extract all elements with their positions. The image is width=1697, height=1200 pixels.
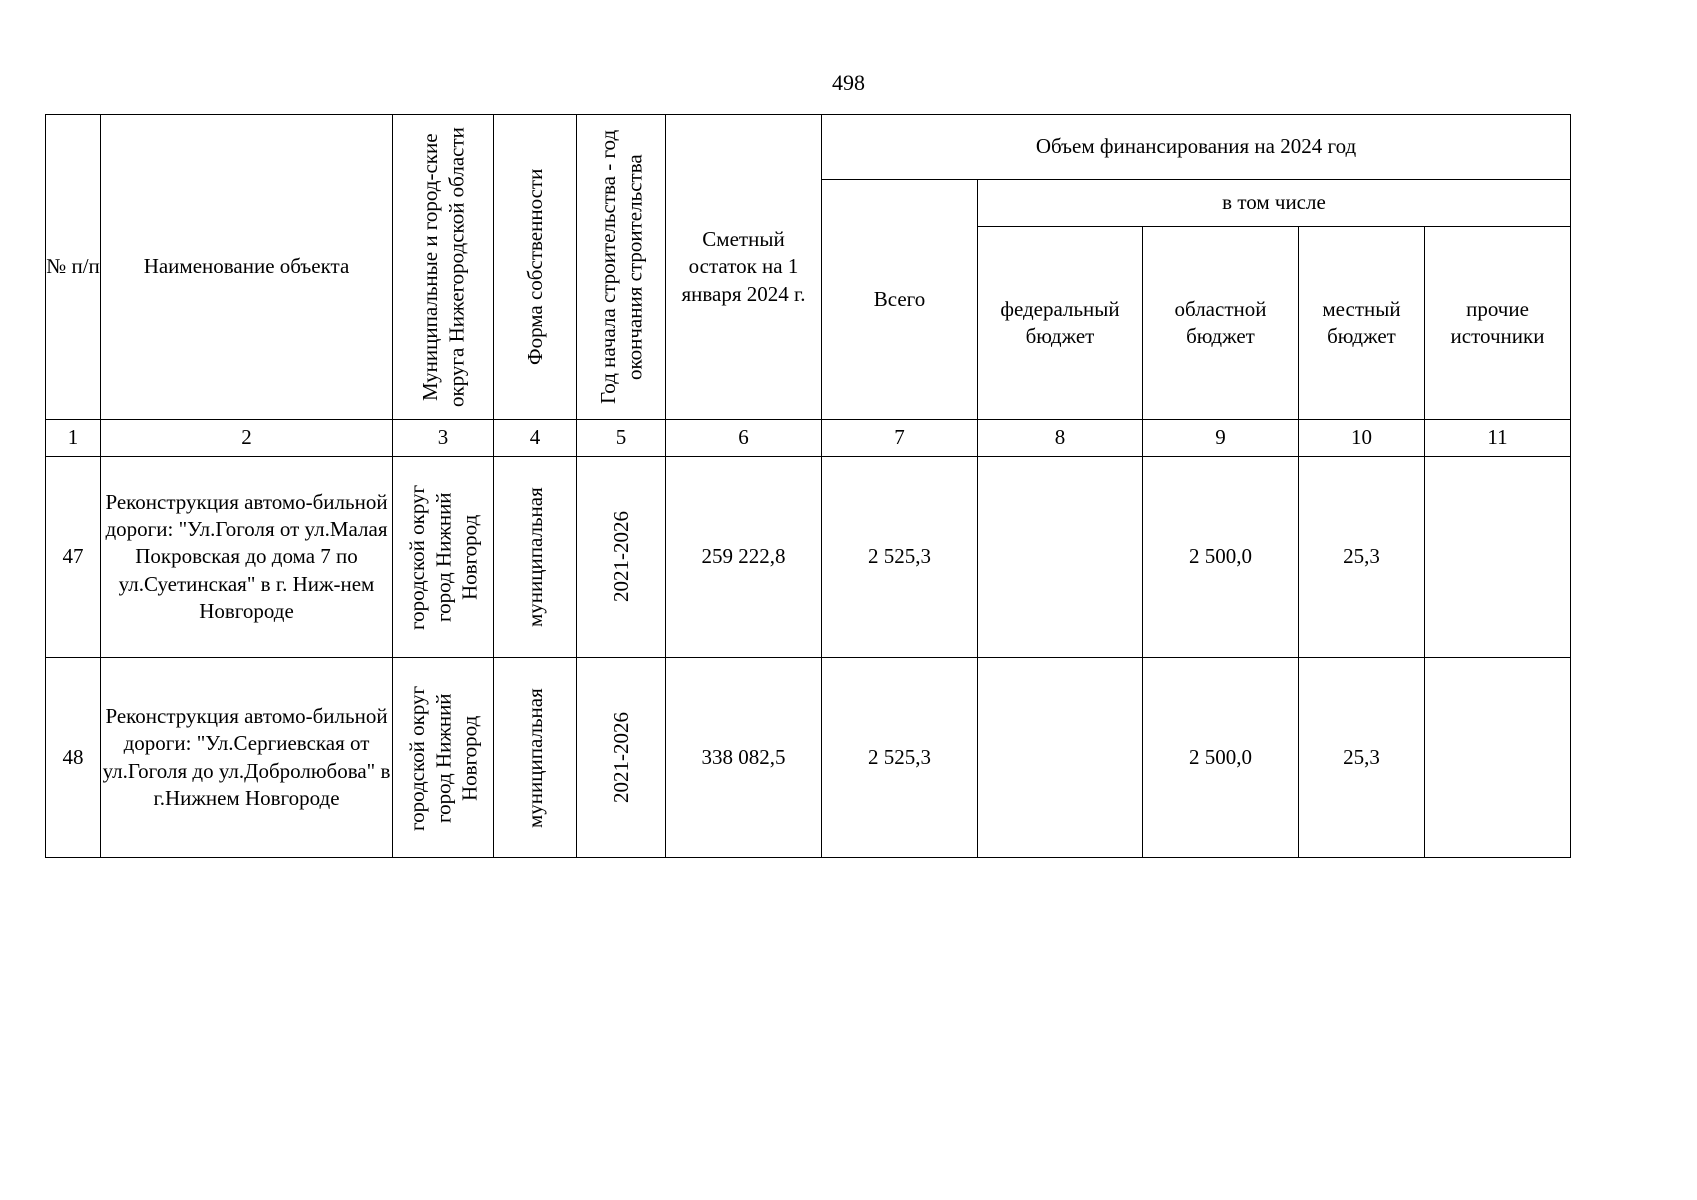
row-local: 25,3: [1299, 457, 1425, 658]
row-ownership-cell: [494, 658, 577, 858]
row-federal: [978, 457, 1143, 658]
column-number: 10: [1299, 420, 1425, 457]
row-years: 2021-2026: [608, 511, 633, 603]
header-other: прочие источники: [1425, 227, 1571, 420]
table-row: [46, 658, 1571, 858]
row-local: 25,3: [1299, 658, 1425, 858]
row-federal: [978, 658, 1143, 858]
row-num: 47: [46, 457, 101, 658]
column-number: 2: [101, 420, 393, 457]
column-number: 1: [46, 420, 101, 457]
row-other: [1425, 457, 1571, 658]
header-including: в том числе: [978, 180, 1571, 227]
header-regional: областной бюджет: [1143, 227, 1299, 420]
page-number: 498: [832, 70, 865, 95]
column-number: 3: [393, 420, 494, 457]
header-years-cell: [577, 115, 666, 420]
column-number: 7: [822, 420, 978, 457]
column-number: 11: [1425, 420, 1571, 457]
row-object-name: Реконструкция автомо-бильной дороги: "Ул.Сергиевская от ул.Гоголя до ул.Добролюбова" в г.Нижнем Новгороде: [101, 658, 393, 858]
row-municipal: городской округ город Нижний Новгород: [404, 484, 482, 630]
column-number: 6: [666, 420, 822, 457]
row-ownership: муниципальная: [522, 487, 547, 627]
header-balance: Сметный остаток на 1 января 2024 г.: [666, 115, 822, 420]
table-row: [46, 457, 1571, 658]
row-total: 2 525,3: [822, 658, 978, 858]
header-federal: федеральный бюджет: [978, 227, 1143, 420]
header-municipal: Муниципальные и город-ские округа Нижегородской области: [417, 127, 468, 407]
row-municipal: городской округ город Нижний Новгород: [404, 684, 482, 831]
header-num: № п/п: [46, 115, 101, 420]
row-municipal-cell: [393, 658, 494, 858]
row-total: 2 525,3: [822, 457, 978, 658]
row-balance: 338 082,5: [666, 658, 822, 858]
row-num: 48: [46, 658, 101, 858]
header-local: местный бюджет: [1299, 227, 1425, 420]
header-years: Год начала строительства - год окончания строительства: [595, 129, 646, 405]
column-number: 5: [577, 420, 666, 457]
row-years-cell: [577, 457, 666, 658]
header-name: Наименование объекта: [101, 115, 393, 420]
row-ownership-cell: [494, 457, 577, 658]
header-total: Всего: [822, 180, 978, 420]
header-ownership: Форма собственности: [522, 168, 547, 366]
header-row-1: [46, 115, 1571, 180]
header-ownership-cell: [494, 115, 577, 420]
column-number: 8: [978, 420, 1143, 457]
row-object-name: Реконструкция автомо-бильной дороги: "Ул.Гоголя от ул.Малая Покровская до дома 7 по ул.Суетинская" в г. Ниж-нем Новгороде: [101, 457, 393, 658]
row-years: 2021-2026: [608, 712, 633, 803]
row-years-cell: [577, 658, 666, 858]
header-funding-title: Объем финансирования на 2024 год: [822, 115, 1571, 180]
row-regional: 2 500,0: [1143, 457, 1299, 658]
row-other: [1425, 658, 1571, 858]
column-number: 9: [1143, 420, 1299, 457]
row-balance: 259 222,8: [666, 457, 822, 658]
column-number: 4: [494, 420, 577, 457]
row-ownership: муниципальная: [522, 687, 547, 828]
header-municipal-cell: [393, 115, 494, 420]
row-municipal-cell: [393, 457, 494, 658]
row-regional: 2 500,0: [1143, 658, 1299, 858]
financing-table: [45, 114, 1571, 858]
column-number-row: [46, 420, 1571, 457]
